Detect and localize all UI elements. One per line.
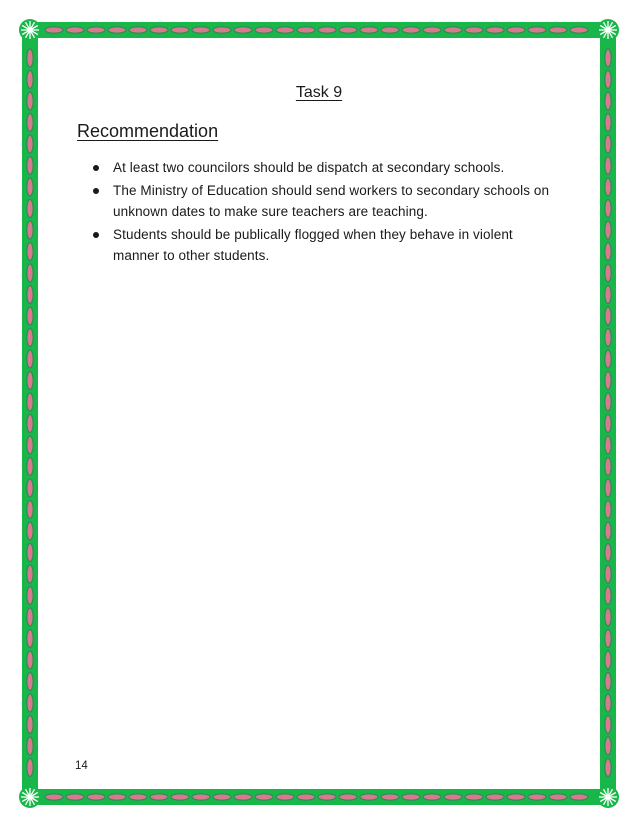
border-ornament-right — [605, 178, 611, 196]
list-item: The Ministry of Education should send workers to secondary schools on unknown dates to make sure teachers are teaching. — [92, 180, 562, 223]
border-ornament-top — [402, 27, 420, 33]
border-ornament-left — [27, 565, 33, 583]
border-ornament-top — [66, 27, 84, 33]
border-ornament-bottom — [66, 794, 84, 800]
border-ornament-top — [507, 27, 525, 33]
border-ornament-bottom — [570, 794, 588, 800]
border-ornament-top — [108, 27, 126, 33]
border-ornament-bottom — [297, 794, 315, 800]
border-ornament-bottom — [465, 794, 483, 800]
border-ornament-left — [27, 114, 33, 132]
border-ornament-top — [297, 27, 315, 33]
border-ornament-right — [605, 737, 611, 755]
border-ornament-top — [486, 27, 504, 33]
border-ornament-top — [318, 27, 336, 33]
border-ornament-left — [27, 630, 33, 648]
border-ornament-left — [27, 286, 33, 304]
border-ornament-left — [27, 544, 33, 562]
border-ornament-bottom — [402, 794, 420, 800]
border-ornament-left — [27, 350, 33, 368]
border-ornament-left — [27, 673, 33, 691]
border-ornament-right — [605, 243, 611, 261]
border-ornament-left — [27, 737, 33, 755]
border-ornament-top — [213, 27, 231, 33]
border-ornament-right — [605, 565, 611, 583]
border-ornament-left — [27, 221, 33, 239]
list-item: Students should be publically flogged when they behave in violent manner to other students. — [92, 224, 562, 267]
border-ornament-left — [27, 458, 33, 476]
border-ornament-right — [605, 372, 611, 390]
border-ornament-left — [27, 694, 33, 712]
border-ornament-right — [605, 458, 611, 476]
border-ornament-right — [605, 759, 611, 777]
border-ornament-top — [339, 27, 357, 33]
border-ornament-top — [45, 27, 63, 33]
border-ornament-right — [605, 329, 611, 347]
border-ornament-bottom — [171, 794, 189, 800]
border-ornament-left — [27, 329, 33, 347]
corner-center — [28, 795, 33, 800]
border-ornament-bottom — [549, 794, 567, 800]
border-ornament-left — [27, 264, 33, 282]
border-ornament-left — [27, 716, 33, 734]
border-ornament-bottom — [87, 794, 105, 800]
border-ornament-bottom — [318, 794, 336, 800]
border-ornament-left — [27, 49, 33, 67]
border-ornament-bottom — [381, 794, 399, 800]
border-ornament-left — [27, 415, 33, 433]
border-ornament-bottom — [486, 794, 504, 800]
border-ornament-right — [605, 393, 611, 411]
border-ornament-right — [605, 221, 611, 239]
section-heading: Recommendation — [77, 121, 219, 141]
corner-center — [606, 795, 611, 800]
border-ornament-right — [605, 630, 611, 648]
recommendation-list — [92, 157, 562, 268]
border-ornament-right — [605, 522, 611, 540]
border-ornament-top — [360, 27, 378, 33]
border-ornament-top — [87, 27, 105, 33]
border-ornament-bottom — [507, 794, 525, 800]
border-ornament-bottom — [234, 794, 252, 800]
border-ornament-top — [192, 27, 210, 33]
border-ornament-right — [605, 286, 611, 304]
border-ornament-bottom — [45, 794, 63, 800]
border-ornament-right — [605, 716, 611, 734]
border-ornament-left — [27, 501, 33, 519]
border-ornament-left — [27, 759, 33, 777]
border-ornament-top — [381, 27, 399, 33]
border-ornament-right — [605, 608, 611, 626]
border-ornament-right — [605, 200, 611, 218]
border-ornament-right — [605, 544, 611, 562]
border-ornament-right — [605, 350, 611, 368]
border-ornament-right — [605, 436, 611, 454]
border-ornament-right — [605, 415, 611, 433]
border-ornament-right — [605, 307, 611, 325]
border-ornament-top — [444, 27, 462, 33]
corner-center — [606, 28, 611, 33]
corner-center — [28, 28, 33, 33]
border-ornament-top — [255, 27, 273, 33]
border-ornament-left — [27, 178, 33, 196]
task-title: Task 9 — [295, 84, 343, 101]
border-ornament-left — [27, 243, 33, 261]
border-ornament-top — [423, 27, 441, 33]
border-ornament-bottom — [339, 794, 357, 800]
border-ornament-left — [27, 436, 33, 454]
border-ornament-right — [605, 49, 611, 67]
page-number: 14 — [75, 760, 88, 772]
border-ornament-right — [605, 673, 611, 691]
border-ornament-top — [150, 27, 168, 33]
border-ornament-right — [605, 651, 611, 669]
border-ornament-right — [605, 114, 611, 132]
border-ornament-top — [570, 27, 588, 33]
border-ornament-top — [528, 27, 546, 33]
border-ornament-right — [605, 479, 611, 497]
border-ornament-bottom — [213, 794, 231, 800]
border-ornament-left — [27, 608, 33, 626]
border-ornament-right — [605, 694, 611, 712]
border-ornament-left — [27, 157, 33, 175]
border-ornament-top — [549, 27, 567, 33]
border-ornament-left — [27, 372, 33, 390]
border-ornament-left — [27, 651, 33, 669]
border-ornament-right — [605, 264, 611, 282]
border-ornament-bottom — [129, 794, 147, 800]
border-ornament-top — [171, 27, 189, 33]
border-ornament-top — [465, 27, 483, 33]
border-ornament-left — [27, 307, 33, 325]
border-ornament-bottom — [192, 794, 210, 800]
border-ornament-left — [27, 479, 33, 497]
border-ornament-left — [27, 522, 33, 540]
border-ornament-bottom — [360, 794, 378, 800]
border-ornament-left — [27, 393, 33, 411]
border-ornament-bottom — [150, 794, 168, 800]
border-ornament-left — [27, 135, 33, 153]
border-ornament-right — [605, 157, 611, 175]
border-ornament-right — [605, 587, 611, 605]
border-ornament-left — [27, 587, 33, 605]
border-ornament-bottom — [444, 794, 462, 800]
border-ornament-bottom — [108, 794, 126, 800]
border-ornament-right — [605, 135, 611, 153]
border-ornament-top — [276, 27, 294, 33]
list-item: At least two councilors should be dispatch at secondary schools. — [92, 157, 562, 179]
border-ornament-top — [234, 27, 252, 33]
border-ornament-bottom — [255, 794, 273, 800]
border-ornament-bottom — [276, 794, 294, 800]
border-ornament-bottom — [528, 794, 546, 800]
border-ornament-top — [129, 27, 147, 33]
border-ornament-right — [605, 501, 611, 519]
border-ornament-bottom — [423, 794, 441, 800]
border-ornament-left — [27, 200, 33, 218]
